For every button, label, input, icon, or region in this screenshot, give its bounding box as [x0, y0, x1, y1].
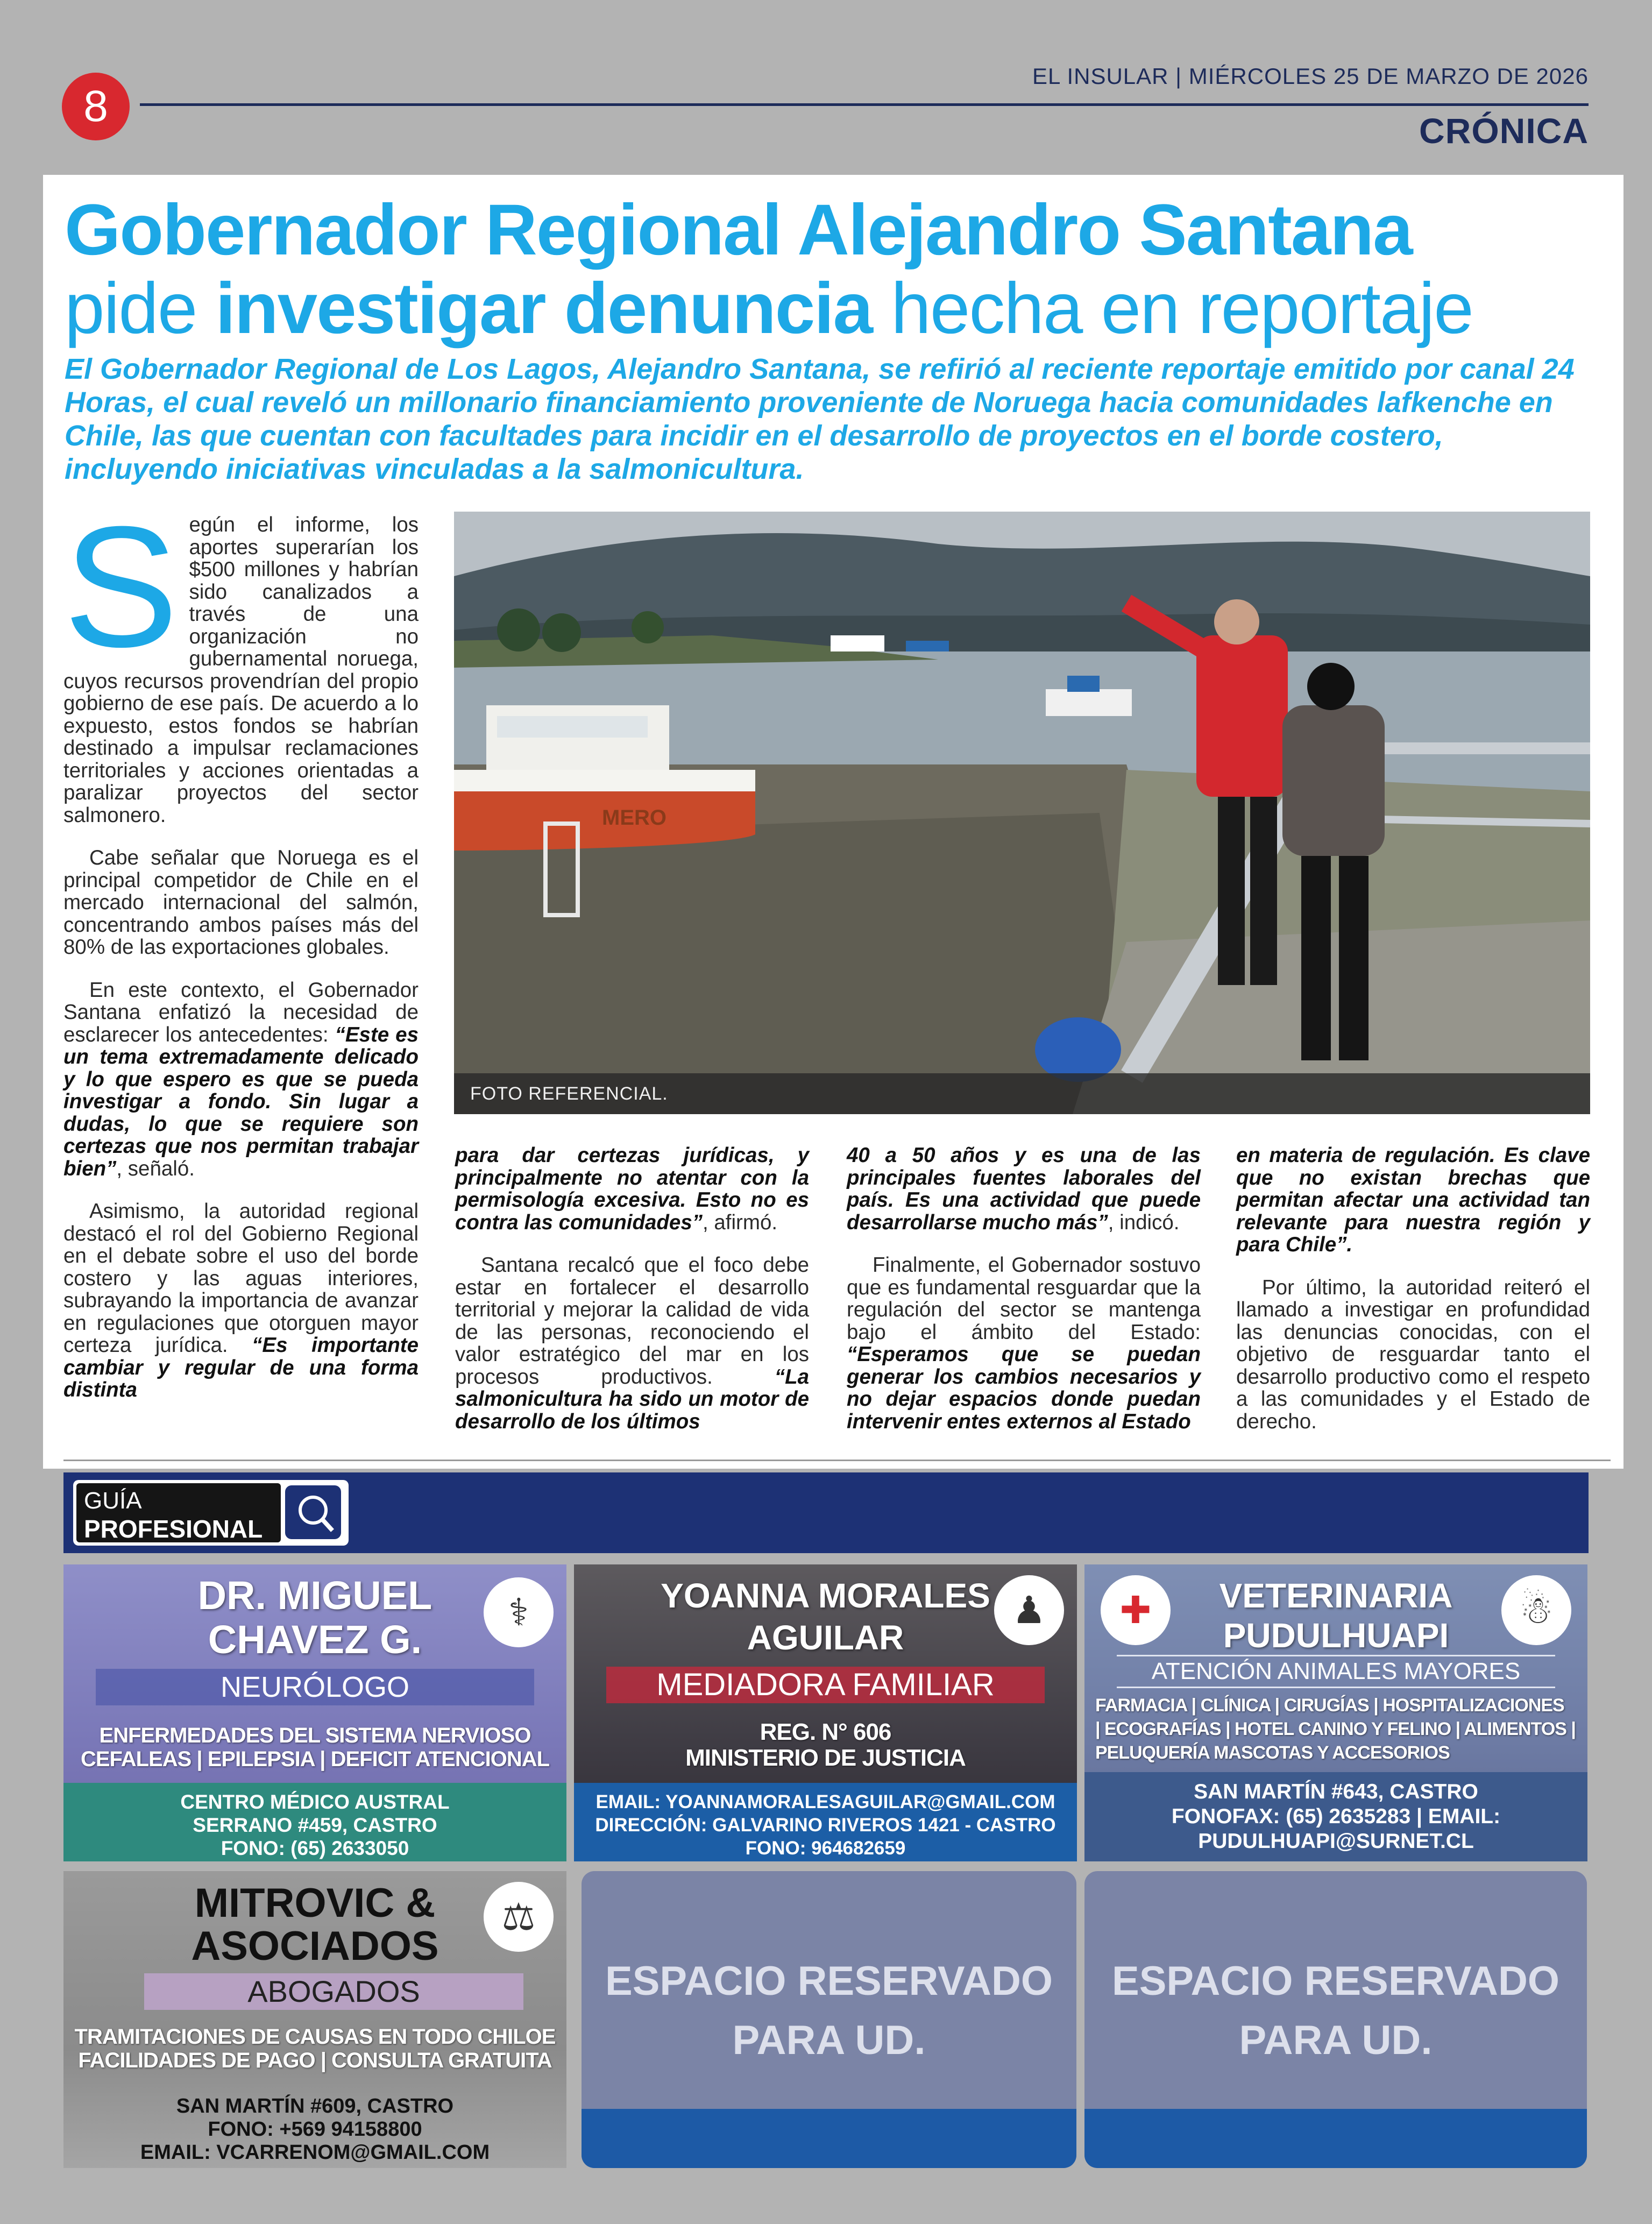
- reserved-band: [582, 2109, 1076, 2168]
- paragraph: 40 a 50 años y es una de las principales fuentes laborales del país. Es una actividad que puede desarrollarse mucho más”, indicó.: [847, 1144, 1201, 1234]
- paragraph: Cabe señalar que Noruega es el principal competidor de Chile en el mercado internacional del salmón, concentrando ambos países más del 80% de las exportaciones globales.: [63, 846, 419, 959]
- pet-paw-icon: ☃: [1501, 1575, 1571, 1645]
- contact-line: SERRANO #459, CASTRO: [193, 1814, 437, 1836]
- paragraph: Según el informe, los aportes superarían los $500 millones y habrían sido canalizados a través de una organización no gubernamental noruega, cuyos recursos provendrían del propio gobierno de ese país. De acuerdo a lo expuesto, estos fondos se habrían destinado a impulsar reclamaciones territoriales y acciones orientadas a paralizar proyectos del sector salmonero.: [63, 490, 419, 827]
- contact-line: EMAIL: YOANNAMORALESAGUILAR@GMAIL.COM: [595, 1791, 1055, 1812]
- card-contact: [63, 1783, 566, 1861]
- ad-reserved-space: [582, 1871, 1076, 2168]
- photo-illustration: [454, 512, 1590, 1114]
- guide-logo: [73, 1480, 349, 1546]
- ad-card-family-mediator: [574, 1564, 1077, 1861]
- drop-cap: S: [63, 490, 179, 683]
- paragraph: En este contexto, el Gobernador Santana enfatizó la necesidad de esclarecer los antecedentes: “Este es un tema extremadamente delicado y lo que espero es que se pueda investigar a fondo. Sin lugar a dudas, lo que se requiere son certezas que nos permitan trabajar bien”, señaló.: [63, 978, 419, 1180]
- card-role: ATENCIÓN ANIMALES MAYORES: [1117, 1655, 1555, 1688]
- article-photo: [454, 512, 1590, 1114]
- contact-line: FONO: 964682659: [745, 1838, 906, 1859]
- card-desc-line-2: FACILIDADES DE PAGO | CONSULTA GRATUITA: [78, 2049, 552, 2072]
- card-role: NEURÓLOGO: [96, 1669, 534, 1705]
- card-name-line-1: VETERINARIA: [1219, 1576, 1453, 1615]
- article-column-3: [847, 1144, 1201, 1453]
- card-name-line-2: PUDULHUAPI: [1223, 1616, 1449, 1655]
- card-desc-line-3: PELUQUERÍA MASCOTAS Y ACCESORIOS: [1095, 1743, 1450, 1763]
- card-name-line-1: MITROVIC &: [194, 1880, 436, 1926]
- guide-label-line-2: PROFESIONAL: [84, 1515, 263, 1543]
- card-desc-line-2: CEFALEAS | EPILEPSIA | DEFICIT ATENCIONAL: [80, 1747, 550, 1771]
- guide-logo-box: [76, 1483, 281, 1542]
- card-name-line-2: AGUILAR: [747, 1618, 904, 1657]
- doctor-icon: ⚕: [484, 1577, 554, 1647]
- contact-line: EMAIL: VCARRENOM@GMAIL.COM: [140, 2141, 490, 2164]
- contact-line: CENTRO MÉDICO AUSTRAL: [180, 1791, 450, 1813]
- card-name-line-2: ASOCIADOS: [191, 1923, 439, 1969]
- contact-line: DIRECCIÓN: GALVARINO RIVEROS 1421 - CASTRO: [595, 1815, 1056, 1836]
- headline-line-2: pide investigar denuncia hecha en reportaje: [65, 268, 1473, 349]
- card-contact: [574, 1783, 1077, 1861]
- professional-guide-banner: [63, 1472, 1589, 1553]
- card-name-line-2: CHAVEZ G.: [208, 1617, 422, 1662]
- reserved-text: ESPACIO RESERVADO PARA UD.: [605, 1958, 1053, 2063]
- reserved-band: [1084, 2109, 1587, 2168]
- vet-cross-icon: ✚: [1101, 1575, 1171, 1645]
- hand-search-icon: [285, 1485, 341, 1539]
- contact-line: SAN MARTÍN #609, CASTRO: [176, 2095, 454, 2117]
- card-contact: [63, 2087, 566, 2168]
- scales-icon: ⚖: [484, 1882, 554, 1952]
- headline-line-1: Gobernador Regional Alejandro Santana: [65, 190, 1412, 270]
- card-desc-line-1: TRAMITACIONES DE CAUSAS EN TODO CHILOE: [74, 2025, 556, 2049]
- article-bottom-rule: [63, 1460, 1611, 1461]
- contact-line: FONO: +569 94158800: [208, 2118, 422, 2141]
- card-role: ABOGADOS: [144, 1973, 523, 2010]
- paragraph: Finalmente, el Gobernador sostuvo que es fundamental resguardar que la regulación del sector se mantenga bajo el ámbito del Estado: “Esperamos que se puedan generar los cambios necesarios y no dejar espacios donde puedan intervenir entes externos al Estado: [847, 1253, 1201, 1433]
- article-column-4: [1236, 1144, 1590, 1453]
- card-name-line-1: YOANNA MORALES: [661, 1576, 990, 1615]
- card-desc-line-1: ENFERMEDADES DEL SISTEMA NERVIOSO: [99, 1724, 531, 1747]
- article-panel: [43, 175, 1623, 1469]
- article-column-2: [455, 1144, 809, 1453]
- contact-line: SAN MARTÍN #643, CASTRO: [1194, 1780, 1478, 1803]
- card-desc-line-2: | ECOGRAFÍAS | HOTEL CANINO Y FELINO | ALIMENTOS |: [1095, 1719, 1576, 1739]
- family-icon: ♟: [994, 1575, 1064, 1645]
- article-deck: El Gobernador Regional de Los Lagos, Alejandro Santana, se refirió al reciente reportaje emitido por canal 24 Horas, el cual reveló un millonario financiamiento proveniente de Noruega hacia comunidades lafkenche en Chile, las que cuentan con facultades para incidir en el desarrollo de proyectos en el borde costero, incluyendo iniciativas vinculadas a la salmonicultura.: [65, 353, 1575, 485]
- card-desc-line-1: REG. N° 606: [760, 1719, 891, 1745]
- headline: [65, 191, 1608, 348]
- paragraph: Asimismo, la autoridad regional destacó el rol del Gobierno Regional en el debate sobre el uso del borde costero y las aguas interiores, subrayando la importancia de avanzar en regulaciones que otorguen mayor certeza jurídica. “Es importante cambiar y regular de una forma distinta: [63, 1200, 419, 1401]
- photo-caption: FOTO REFERENCIAL.: [454, 1073, 1590, 1114]
- boat-name: MERO: [602, 806, 667, 830]
- header-rule: [140, 103, 1589, 106]
- contact-line: PUDULHUAPI@SURNET.CL: [1198, 1830, 1474, 1853]
- paragraph: Por último, la autoridad reiteró el llamado a investigar en profundidad las denuncias conocidas, con el objetivo de resguardar tanto el desarrollo productivo como el respeto a las comunidades y el Estado de derecho.: [1236, 1276, 1590, 1433]
- paragraph: Santana recalcó que el foco debe estar en fortalecer el desarrollo territorial y mejorar la calidad de vida de las personas, reconociendo el valor estratégico del mar en los procesos productivos. “La salmonicultura ha sido un motor de desarrollo de los últimos: [455, 1253, 809, 1433]
- reserved-text: ESPACIO RESERVADO PARA UD.: [1112, 1958, 1559, 2063]
- paragraph: en materia de regulación. Es clave que no existan brechas que permitan afectar una actividad tan relevante para nuestra región y para Chile”.: [1236, 1144, 1590, 1256]
- ad-card-neurologist: [63, 1564, 566, 1861]
- ad-reserved-space: [1084, 1871, 1587, 2168]
- section-title: CRÓNICA: [1419, 111, 1589, 151]
- contact-line: FONOFAX: (65) 2635283 | EMAIL:: [1171, 1805, 1501, 1828]
- page-number: 8: [62, 73, 130, 140]
- card-contact: [1084, 1772, 1587, 1861]
- ad-card-lawyers: [63, 1871, 566, 2168]
- paragraph: para dar certezas jurídicas, y principalmente no atentar con la permisología excesiva. Esto no es contra las comunidades”, afirmó.: [455, 1144, 809, 1234]
- guide-label-line-1: GUÍA: [84, 1488, 142, 1514]
- card-desc-line-1: FARMACIA | CLÍNICA | CIRUGÍAS | HOSPITALIZACIONES: [1095, 1695, 1564, 1716]
- publication-date-line: EL INSULAR | MIÉRCOLES 25 DE MARZO DE 2026: [1032, 63, 1589, 89]
- card-role: MEDIADORA FAMILIAR: [606, 1667, 1045, 1703]
- ad-card-veterinary: [1084, 1564, 1587, 1861]
- contact-line: FONO: (65) 2633050: [221, 1837, 409, 1859]
- card-desc-line-2: MINISTERIO DE JUSTICIA: [685, 1745, 966, 1771]
- article-column-1: [63, 490, 419, 1422]
- card-name-line-1: DR. MIGUEL: [197, 1573, 433, 1618]
